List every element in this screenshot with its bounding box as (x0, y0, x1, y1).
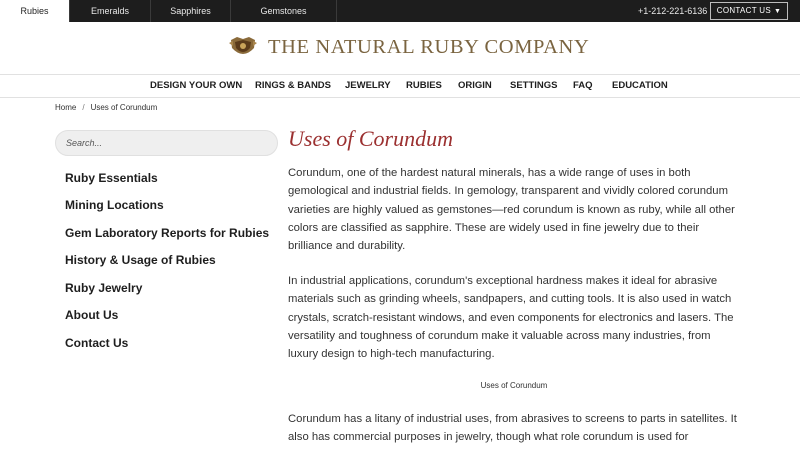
tab-rubies[interactable]: Rubies (0, 0, 70, 22)
sidebar-item-history-usage[interactable]: History & Usage of Rubies (65, 253, 216, 267)
nav-jewelry[interactable]: JEWELRY (345, 80, 391, 91)
contact-us-label: CONTACT US (716, 6, 772, 15)
sidebar-item-ruby-essentials[interactable]: Ruby Essentials (65, 171, 158, 185)
image-caption: Uses of Corundum (480, 381, 548, 390)
main-nav (0, 75, 800, 98)
breadcrumb-separator: / (82, 103, 85, 112)
tab-gemstones[interactable]: Gemstones (231, 0, 337, 22)
breadcrumb (55, 103, 157, 112)
nav-education[interactable]: EDUCATION (612, 80, 668, 91)
page-title: Uses of Corundum (288, 126, 454, 151)
nav-design-your-own[interactable]: DESIGN YOUR OWN (150, 80, 243, 91)
crest-icon[interactable] (228, 34, 258, 60)
nav-settings[interactable]: SETTINGS (510, 80, 558, 91)
nav-rings-bands[interactable]: RINGS & BANDS (255, 80, 332, 91)
paragraph-industrial: In industrial applications, corundum's exceptional hardness makes it ideal for abrasive materials such as grinding wheels, sandpapers, and cutting tools. It is also used in watch crystals, scratch-resistant windows, and even components for electronics and lasers. The versatility and toughness of corundum make it valuable across many industries, from luxury design to high-tech manufacturing. (288, 275, 734, 361)
tab-emeralds[interactable]: Emeralds (70, 0, 151, 22)
nav-rubies[interactable]: RUBIES (406, 80, 442, 91)
sidebar-item-about-us[interactable]: About Us (65, 308, 119, 322)
top-bar (0, 0, 800, 22)
chevron-down-icon: ▼ (774, 8, 782, 15)
paragraph-intro: Corundum, one of the hardest natural minerals, has a wide range of uses in both gemological and industrial fields. In gemology, transparent and vividly colored corundum varieties are highly valued as gemstones—red corundum is known as ruby, while all other colors are classified as sapphire. These are widely used in fine jewelry due to their brilliance and durability. (288, 167, 735, 253)
nav-origin[interactable]: ORIGIN (458, 80, 492, 91)
site-header (0, 22, 800, 75)
sidebar-item-contact-us[interactable]: Contact Us (65, 336, 129, 350)
contact-us-button[interactable] (710, 2, 788, 20)
nav-faq[interactable]: FAQ (573, 80, 593, 91)
logo-text[interactable]: THE NATURAL RUBY COMPANY (268, 36, 590, 58)
tab-sapphires[interactable]: Sapphires (151, 0, 231, 22)
sidebar-item-mining-locations[interactable]: Mining Locations (65, 198, 164, 212)
sidebar-item-gem-lab-reports[interactable]: Gem Laboratory Reports for Rubies (65, 226, 270, 240)
breadcrumb-home[interactable]: Home (55, 103, 77, 112)
search-input[interactable] (55, 130, 278, 156)
breadcrumb-current: Uses of Corundum (90, 103, 158, 112)
phone-link[interactable]: +1-212-221-6136 (638, 6, 708, 16)
paragraph-uses: Corundum has a litany of industrial uses, from abrasives to screens to parts in satellites. It also has commercial purposes in jewelry, though what role corundum is used for (288, 413, 737, 444)
sidebar-item-ruby-jewelry[interactable]: Ruby Jewelry (65, 281, 143, 295)
